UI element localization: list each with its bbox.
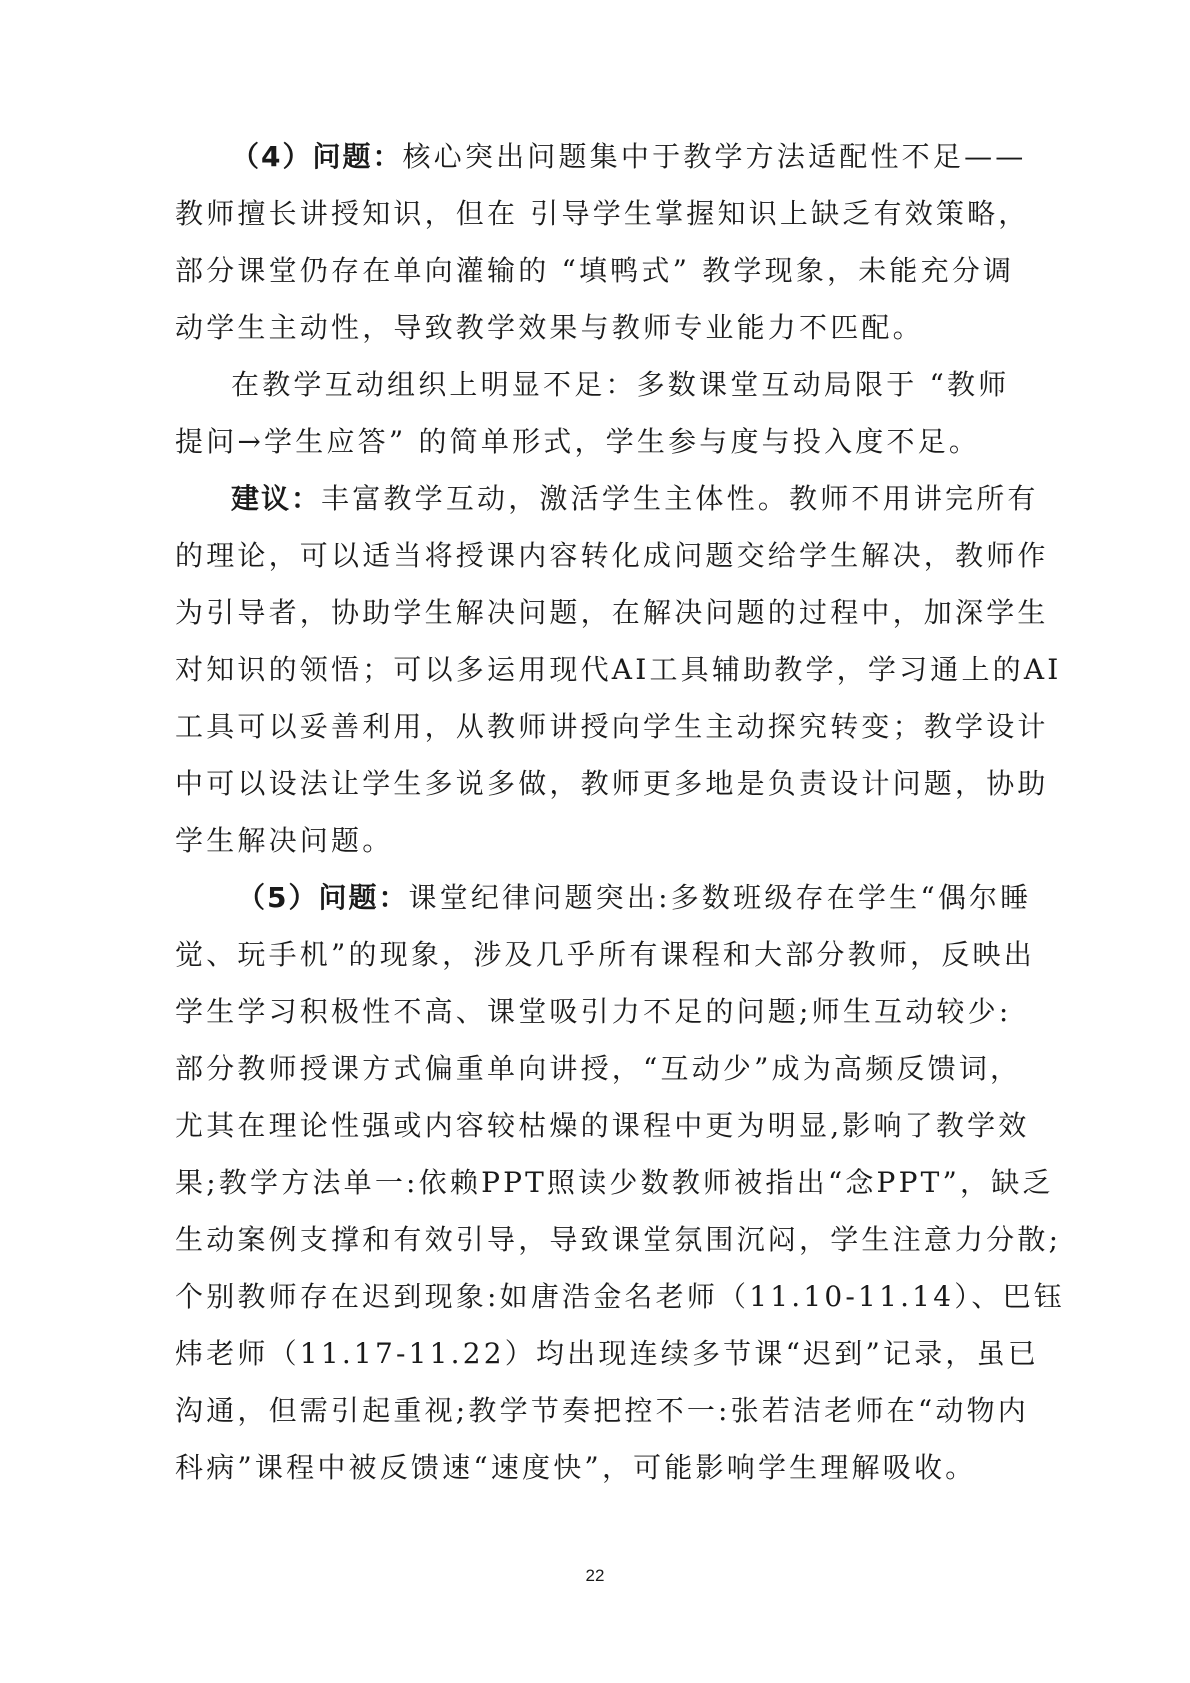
suggestion-line-2: 的理论，可以适当将授课内容转化成问题交给学生解决，教师作 [175,539,1049,572]
section5-line-7: 生动案例支撑和有效引导，导致课堂氛围沉闷，学生注意力分散; [175,1223,1062,1256]
section5-line-8: 个别教师存在迟到现象:如唐浩金名老师（11.10-11.14）、巴钰 [175,1280,1066,1313]
interaction-paragraph-line-2: 提问→学生应答” 的简单形式，学生参与度与投入度不足。 [175,425,981,458]
suggestion-text: 丰富教学互动，激活学生主体性。教师不用讲完所有 [321,482,1039,515]
suggestion-line-5: 工具可以妥善利用，从教师讲授向学生主动探究转变；教学设计 [175,710,1049,743]
section5-line-4: 部分教师授课方式偏重单向讲授，“互动少”成为高频反馈词， [175,1052,1022,1085]
section5-line-10: 沟通，但需引起重视;教学节奏把控不一:张若洁老师在“动物内 [175,1394,1029,1427]
suggestion-line-6: 中可以设法让学生多说多做，教师更多地是负责设计问题，协助 [175,767,1049,800]
section4-label: （4）问题： [231,140,403,173]
section4-text: 核心突出问题集中于教学方法适配性不足—— [402,140,1027,173]
section5-label: （5）问题： [237,881,409,914]
page-body [175,128,1066,1496]
page-number: 22 [585,1566,605,1585]
section5-line-2: 觉、玩手机”的现象，涉及几乎所有课程和大部分教师，反映出 [175,938,1035,971]
section5-text: 课堂纪律问题突出:多数班级存在学生“偶尔睡 [408,881,1032,914]
section4-line-1 [175,128,1027,185]
section4-line-4: 动学生主动性，导致教学效果与教师专业能力不匹配。 [175,311,924,344]
section5-line-5: 尤其在理论性强或内容较枯燥的课程中更为明显,影响了教学效 [175,1109,1030,1142]
section5-line-6: 果;教学方法单一:依赖PPT照读少数教师被指出“念PPT”，缺乏 [175,1166,1054,1199]
section5-line-9: 炜老师（11.17-11.22）均出现连续多节课“迟到”记录，虽已 [175,1337,1040,1370]
suggestion-line-3: 为引导者，协助学生解决问题，在解决问题的过程中，加深学生 [175,596,1049,629]
suggestion-label: 建议： [231,482,322,515]
suggestion-line-4: 对知识的领悟；可以多运用现代AI工具辅助教学，学习通上的AI [175,653,1062,686]
suggestion-line-1 [175,470,1039,527]
suggestion-line-7: 学生解决问题。 [175,824,394,857]
section4-line-2: 教师擅长讲授知识，但在 引导学生掌握知识上缺乏有效策略， [175,197,1030,230]
section4-line-3: 部分课堂仍存在单向灌输的 “填鸭式” 教学现象，未能充分调 [175,254,1015,287]
section5-line-11: 科病”课程中被反馈速“速度快”，可能影响学生理解吸收。 [175,1451,977,1484]
section5-line-1 [175,869,1032,926]
interaction-paragraph-line-1: 在教学互动组织上明显不足：多数课堂互动局限于 “教师 [231,368,1010,401]
section5-line-3: 学生学习积极性不高、课堂吸引力不足的问题;师生互动较少: [175,995,1012,1028]
